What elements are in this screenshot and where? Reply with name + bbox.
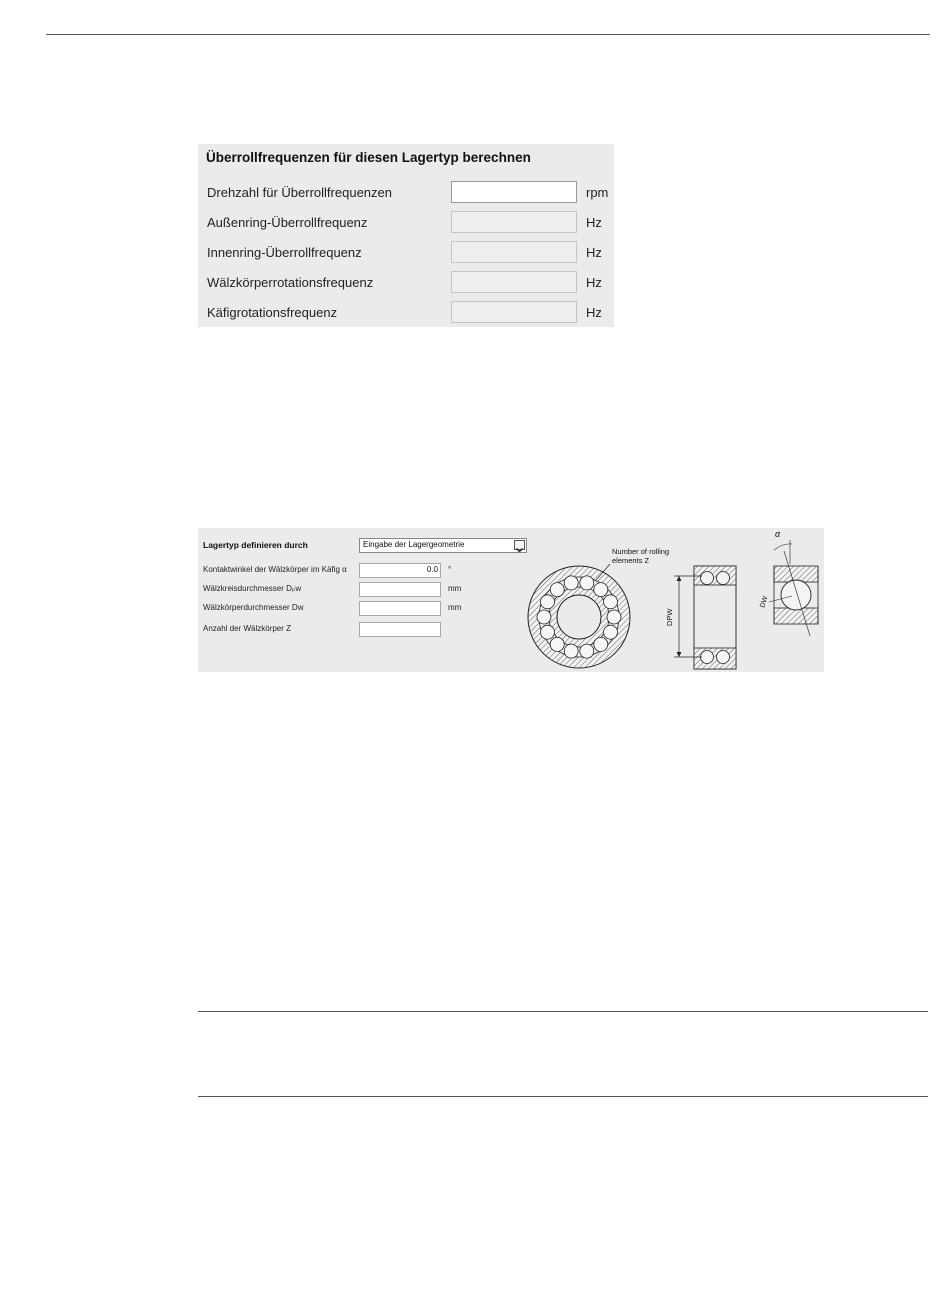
rolling-element — [564, 576, 578, 590]
rolling-element — [541, 595, 555, 609]
rolling-element-frequency-field — [451, 271, 577, 293]
rolling-element — [580, 576, 594, 590]
inner-ring-frequency-row — [198, 241, 614, 265]
inner-ring-frequency-field — [451, 241, 577, 263]
rolling-element — [537, 610, 551, 624]
rolling-element-count-label: Anzahl der Wälzkörper Z — [203, 624, 292, 633]
ball-diameter-dim-label: DW — [759, 595, 770, 609]
cage-frequency-label: Käfigrotationsfrequenz — [207, 305, 338, 320]
frequencies-panel-title: Überrollfrequenzen für diesen Lagertyp berechnen — [206, 150, 531, 165]
rolling-element — [550, 583, 564, 597]
bottom-rule-1 — [198, 1011, 928, 1012]
cage-frequency-row — [198, 301, 614, 325]
speed-unit: rpm — [586, 185, 609, 200]
rolling-element — [594, 637, 608, 651]
contact-angle-unit: ° — [448, 565, 452, 574]
speed-row — [198, 181, 614, 205]
rolling-element — [594, 583, 608, 597]
contact-angle-detail — [759, 529, 818, 636]
bearing-type-select-value: Eingabe der Lagergeometrie — [363, 540, 465, 549]
rolling-element — [607, 610, 621, 624]
contact-angle-label: Kontaktwinkel der Wälzkörper im Käfig α — [203, 565, 347, 574]
contact-angle-value: 0.0 — [426, 565, 438, 574]
bottom-rule-2 — [198, 1096, 928, 1097]
outer-ring-frequency-field — [451, 211, 577, 233]
rolling-element — [550, 637, 564, 651]
outer-ring-frequency-label: Außenring-Überrollfrequenz — [207, 215, 368, 230]
contact-angle-symbol: α — [775, 529, 781, 539]
rolling-element — [564, 644, 578, 658]
bearing-geometry-panel — [198, 528, 824, 672]
bearing-type-label: Lagertyp definieren durch — [203, 540, 308, 550]
bearing-front-view — [528, 566, 630, 668]
speed-label: Drehzahl für Überrollfrequenzen — [207, 185, 392, 200]
inner-ring-frequency-unit: Hz — [586, 245, 602, 260]
speed-input[interactable] — [451, 181, 577, 203]
outer-ring-frequency-row — [198, 211, 614, 235]
rolling-element-diameter-unit: mm — [448, 603, 462, 612]
rolling-element-diameter-label: Wälzkörperdurchmesser Dw — [203, 603, 304, 612]
top-rule — [46, 34, 930, 35]
rolling-element-frequency-unit: Hz — [586, 275, 602, 290]
cage-frequency-field — [451, 301, 577, 323]
rolling-elements-callout-line1: Number of rolling — [612, 547, 670, 556]
inner-ring-frequency-label: Innenring-Überrollfrequenz — [207, 245, 362, 260]
rolling-elements-callout-line2: elements Z — [612, 556, 650, 565]
outer-ring-frequency-unit: Hz — [586, 215, 602, 230]
bearing-geometry-diagram — [198, 528, 824, 672]
rolling-frequencies-panel — [198, 144, 614, 327]
pitch-diameter-unit: mm — [448, 584, 462, 593]
rolling-element — [604, 625, 618, 639]
bearing-side-section — [665, 566, 736, 669]
rolling-element — [541, 625, 555, 639]
rolling-element — [580, 644, 594, 658]
rolling-element — [604, 595, 618, 609]
pitch-diameter-dim-label: DPW — [665, 608, 674, 626]
cage-frequency-unit: Hz — [586, 305, 602, 320]
rolling-element-frequency-row — [198, 271, 614, 295]
pitch-diameter-label: Wälzkreisdurchmesser Dₚw — [203, 584, 302, 593]
rolling-element-frequency-label: Wälzkörperrotationsfrequenz — [207, 275, 374, 290]
